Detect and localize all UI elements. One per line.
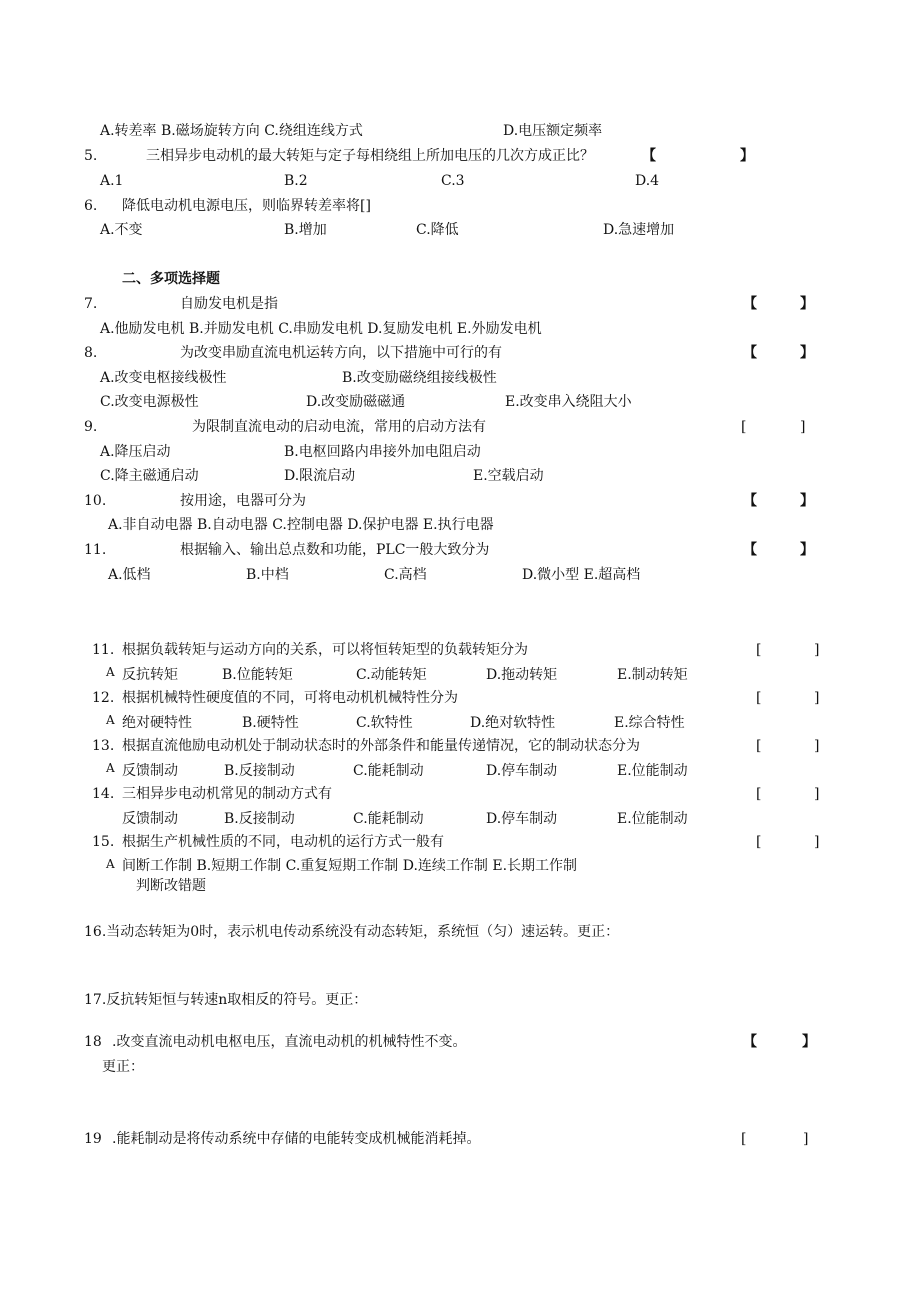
q10-options: A.非自动电器 B.自动电器 C.控制电器 D.保护电器 E.执行电器 bbox=[108, 517, 494, 533]
q11b-option-c: C.动能转矩 bbox=[356, 667, 427, 683]
q14-option-a: 反馈制动 bbox=[122, 811, 178, 827]
q12-option-e: E.综合特性 bbox=[614, 715, 685, 731]
q5-option-b: B.2 bbox=[284, 173, 308, 189]
q18-text: .改变直流电动机电枢电压，直流电动机的机械特性不变。 bbox=[112, 1034, 467, 1050]
q10-bracket-right: 】 bbox=[800, 493, 814, 509]
q15-text: 根据生产机械性质的不同，电动机的运行方式一般有 bbox=[122, 834, 444, 850]
q11-option-b: B.中档 bbox=[246, 567, 289, 583]
q9-bracket-right: ] bbox=[800, 419, 806, 435]
section-title-judge: 判断改错题 bbox=[136, 878, 206, 894]
q18-bracket-left: 【 bbox=[743, 1034, 757, 1050]
q11-bracket-right: 】 bbox=[800, 542, 814, 558]
q6-option-a: A.不变 bbox=[100, 222, 143, 238]
q5-option-d: D.4 bbox=[635, 173, 660, 189]
q11b-option-e: E.制动转矩 bbox=[617, 667, 688, 683]
q19-bracket-right: ] bbox=[803, 1131, 809, 1147]
q11-option-de: D.微小型 E.超高档 bbox=[522, 567, 641, 583]
q13-bracket-right: ] bbox=[814, 738, 820, 754]
q7-number: 7. bbox=[84, 296, 98, 312]
q10-number: 10. bbox=[84, 493, 107, 509]
q11b-option-b: B.位能转矩 bbox=[222, 667, 293, 683]
q12-text: 根据机械特性硬度值的不同，可将电动机机械特性分为 bbox=[122, 690, 458, 706]
q11-bracket-left: 【 bbox=[743, 542, 757, 558]
q14-text: 三相异步电动机常见的制动方式有 bbox=[122, 786, 332, 802]
q7-bracket-left: 【 bbox=[743, 296, 757, 312]
q14-option-b: B.反接制动 bbox=[224, 811, 295, 827]
q6-option-b: B.增加 bbox=[284, 222, 327, 238]
q9-option-b: B.电枢回路内串接外加电阻启动 bbox=[284, 444, 481, 460]
q9-option-a: A.降压启动 bbox=[100, 444, 171, 460]
q8-number: 8. bbox=[84, 345, 98, 361]
q9-option-e: E.空载启动 bbox=[473, 468, 544, 484]
q5-option-a: A.1 bbox=[100, 173, 124, 189]
q12-a-mark: A bbox=[106, 713, 115, 727]
q19-text: .能耗制动是将传动系统中存储的电能转变成机械能消耗掉。 bbox=[112, 1131, 481, 1147]
q8-text: 为改变串励直流电机运转方向，以下措施中可行的有 bbox=[180, 345, 502, 361]
q7-options: A.他励发电机 B.并励发电机 C.串励发电机 D.复励发电机 E.外励发电机 bbox=[100, 321, 542, 337]
q13-option-b: B.反接制动 bbox=[224, 763, 295, 779]
q11b-option-a: 反抗转矩 bbox=[122, 667, 178, 683]
q9-text: 为限制直流电动的启动电流，常用的启动方法有 bbox=[192, 419, 486, 435]
q12-option-a: 绝对硬特性 bbox=[122, 715, 192, 731]
q4-options-abc: A.转差率 B.磁场旋转方向 C.绕组连线方式 bbox=[100, 123, 363, 139]
q14-option-c: C.能耗制动 bbox=[353, 811, 424, 827]
q5-number: 5. bbox=[84, 148, 98, 164]
q13-option-d: D.停车制动 bbox=[486, 763, 558, 779]
q15-number: 15. bbox=[92, 834, 115, 850]
q10-bracket-left: 【 bbox=[743, 493, 757, 509]
q13-number: 13. bbox=[92, 738, 115, 754]
q13-option-e: E.位能制动 bbox=[617, 763, 688, 779]
q5-text: 三相异步电动机的最大转矩与定子每相绕组上所加电压的几次方成正比？ bbox=[146, 148, 594, 164]
q9-option-c: C.降主磁通启动 bbox=[100, 468, 199, 484]
q12-option-b: B.硬特性 bbox=[242, 715, 299, 731]
q17-text: 17.反抗转矩恒与转速n取相反的符号。更正： bbox=[84, 992, 368, 1008]
q18-number: 18 bbox=[84, 1034, 102, 1050]
q8-option-d: D.改变励磁磁通 bbox=[306, 394, 406, 410]
q11b-number: 11. bbox=[92, 642, 115, 658]
q18-correction-label: 更正： bbox=[102, 1059, 144, 1075]
q12-bracket-left: [ bbox=[756, 690, 762, 706]
q14-number: 14. bbox=[92, 786, 115, 802]
q8-option-b: B.改变励磁绕组接线极性 bbox=[342, 370, 497, 386]
q11-option-c: C.高档 bbox=[384, 567, 427, 583]
q15-options: 间断工作制 B.短期工作制 C.重复短期工作制 D.连续工作制 E.长期工作制 bbox=[122, 858, 578, 874]
q15-bracket-right: ] bbox=[814, 834, 820, 850]
q14-option-e: E.位能制动 bbox=[617, 811, 688, 827]
q5-bracket-right: 】 bbox=[740, 148, 754, 164]
q11b-a-mark: A bbox=[106, 665, 115, 679]
q13-text: 根据直流他励电动机处于制动状态时的外部条件和能量传递情况，它的制动状态分为 bbox=[122, 738, 640, 754]
section-title-multiple-choice: 二、多项选择题 bbox=[122, 271, 220, 287]
q11b-bracket-left: [ bbox=[756, 642, 762, 658]
q18-bracket-right: 】 bbox=[802, 1034, 816, 1050]
q8-option-c: C.改变电源极性 bbox=[100, 394, 199, 410]
q13-a-mark: A bbox=[106, 761, 115, 775]
q14-bracket-left: [ bbox=[756, 786, 762, 802]
q6-option-d: D.急速增加 bbox=[603, 222, 675, 238]
q11b-option-d: D.拖动转矩 bbox=[486, 667, 558, 683]
q12-number: 12. bbox=[92, 690, 115, 706]
q8-bracket-right: 】 bbox=[800, 345, 814, 361]
q15-a-mark: A bbox=[106, 857, 115, 871]
q16-text: 16.当动态转矩为0时，表示机电传动系统没有动态转矩，系统恒（匀）速运转。更正： bbox=[84, 924, 620, 940]
q11-option-a: A.低档 bbox=[108, 567, 151, 583]
q12-bracket-right: ] bbox=[814, 690, 820, 706]
q11-text: 根据输入、输出总点数和功能，PLC一般大致分为 bbox=[180, 542, 490, 558]
q12-option-c: C.软特性 bbox=[356, 715, 413, 731]
q14-bracket-right: ] bbox=[814, 786, 820, 802]
q6-number: 6. bbox=[84, 198, 98, 214]
q8-option-e: E.改变串入绕阻大小 bbox=[505, 394, 632, 410]
q6-text: 降低电动机电源电压，则临界转差率将[] bbox=[122, 198, 371, 214]
q8-option-a: A.改变电枢接线极性 bbox=[100, 370, 227, 386]
q19-number: 19 bbox=[84, 1131, 102, 1147]
q13-option-a: 反馈制动 bbox=[122, 763, 178, 779]
q4-option-d: D.电压额定频率 bbox=[503, 123, 603, 139]
q10-text: 按用途，电器可分为 bbox=[180, 493, 306, 509]
q9-bracket-left: [ bbox=[741, 419, 747, 435]
q13-option-c: C.能耗制动 bbox=[353, 763, 424, 779]
q9-number: 9. bbox=[84, 419, 98, 435]
q6-option-c: C.降低 bbox=[416, 222, 459, 238]
q13-bracket-left: [ bbox=[756, 738, 762, 754]
q11b-bracket-right: ] bbox=[814, 642, 820, 658]
q9-option-d: D.限流启动 bbox=[284, 468, 356, 484]
q12-option-d: D.绝对软特性 bbox=[470, 715, 556, 731]
q8-bracket-left: 【 bbox=[743, 345, 757, 361]
q11-number: 11. bbox=[84, 542, 107, 558]
q11b-text: 根据负载转矩与运动方向的关系，可以将恒转矩型的负载转矩分为 bbox=[122, 642, 528, 658]
q19-bracket-left: [ bbox=[741, 1131, 747, 1147]
q5-bracket-left: 【 bbox=[642, 148, 656, 164]
q15-bracket-left: [ bbox=[756, 834, 762, 850]
q7-bracket-right: 】 bbox=[800, 296, 814, 312]
q7-text: 自励发电机是指 bbox=[180, 296, 278, 312]
q14-option-d: D.停车制动 bbox=[486, 811, 558, 827]
q5-option-c: C.3 bbox=[441, 173, 465, 189]
